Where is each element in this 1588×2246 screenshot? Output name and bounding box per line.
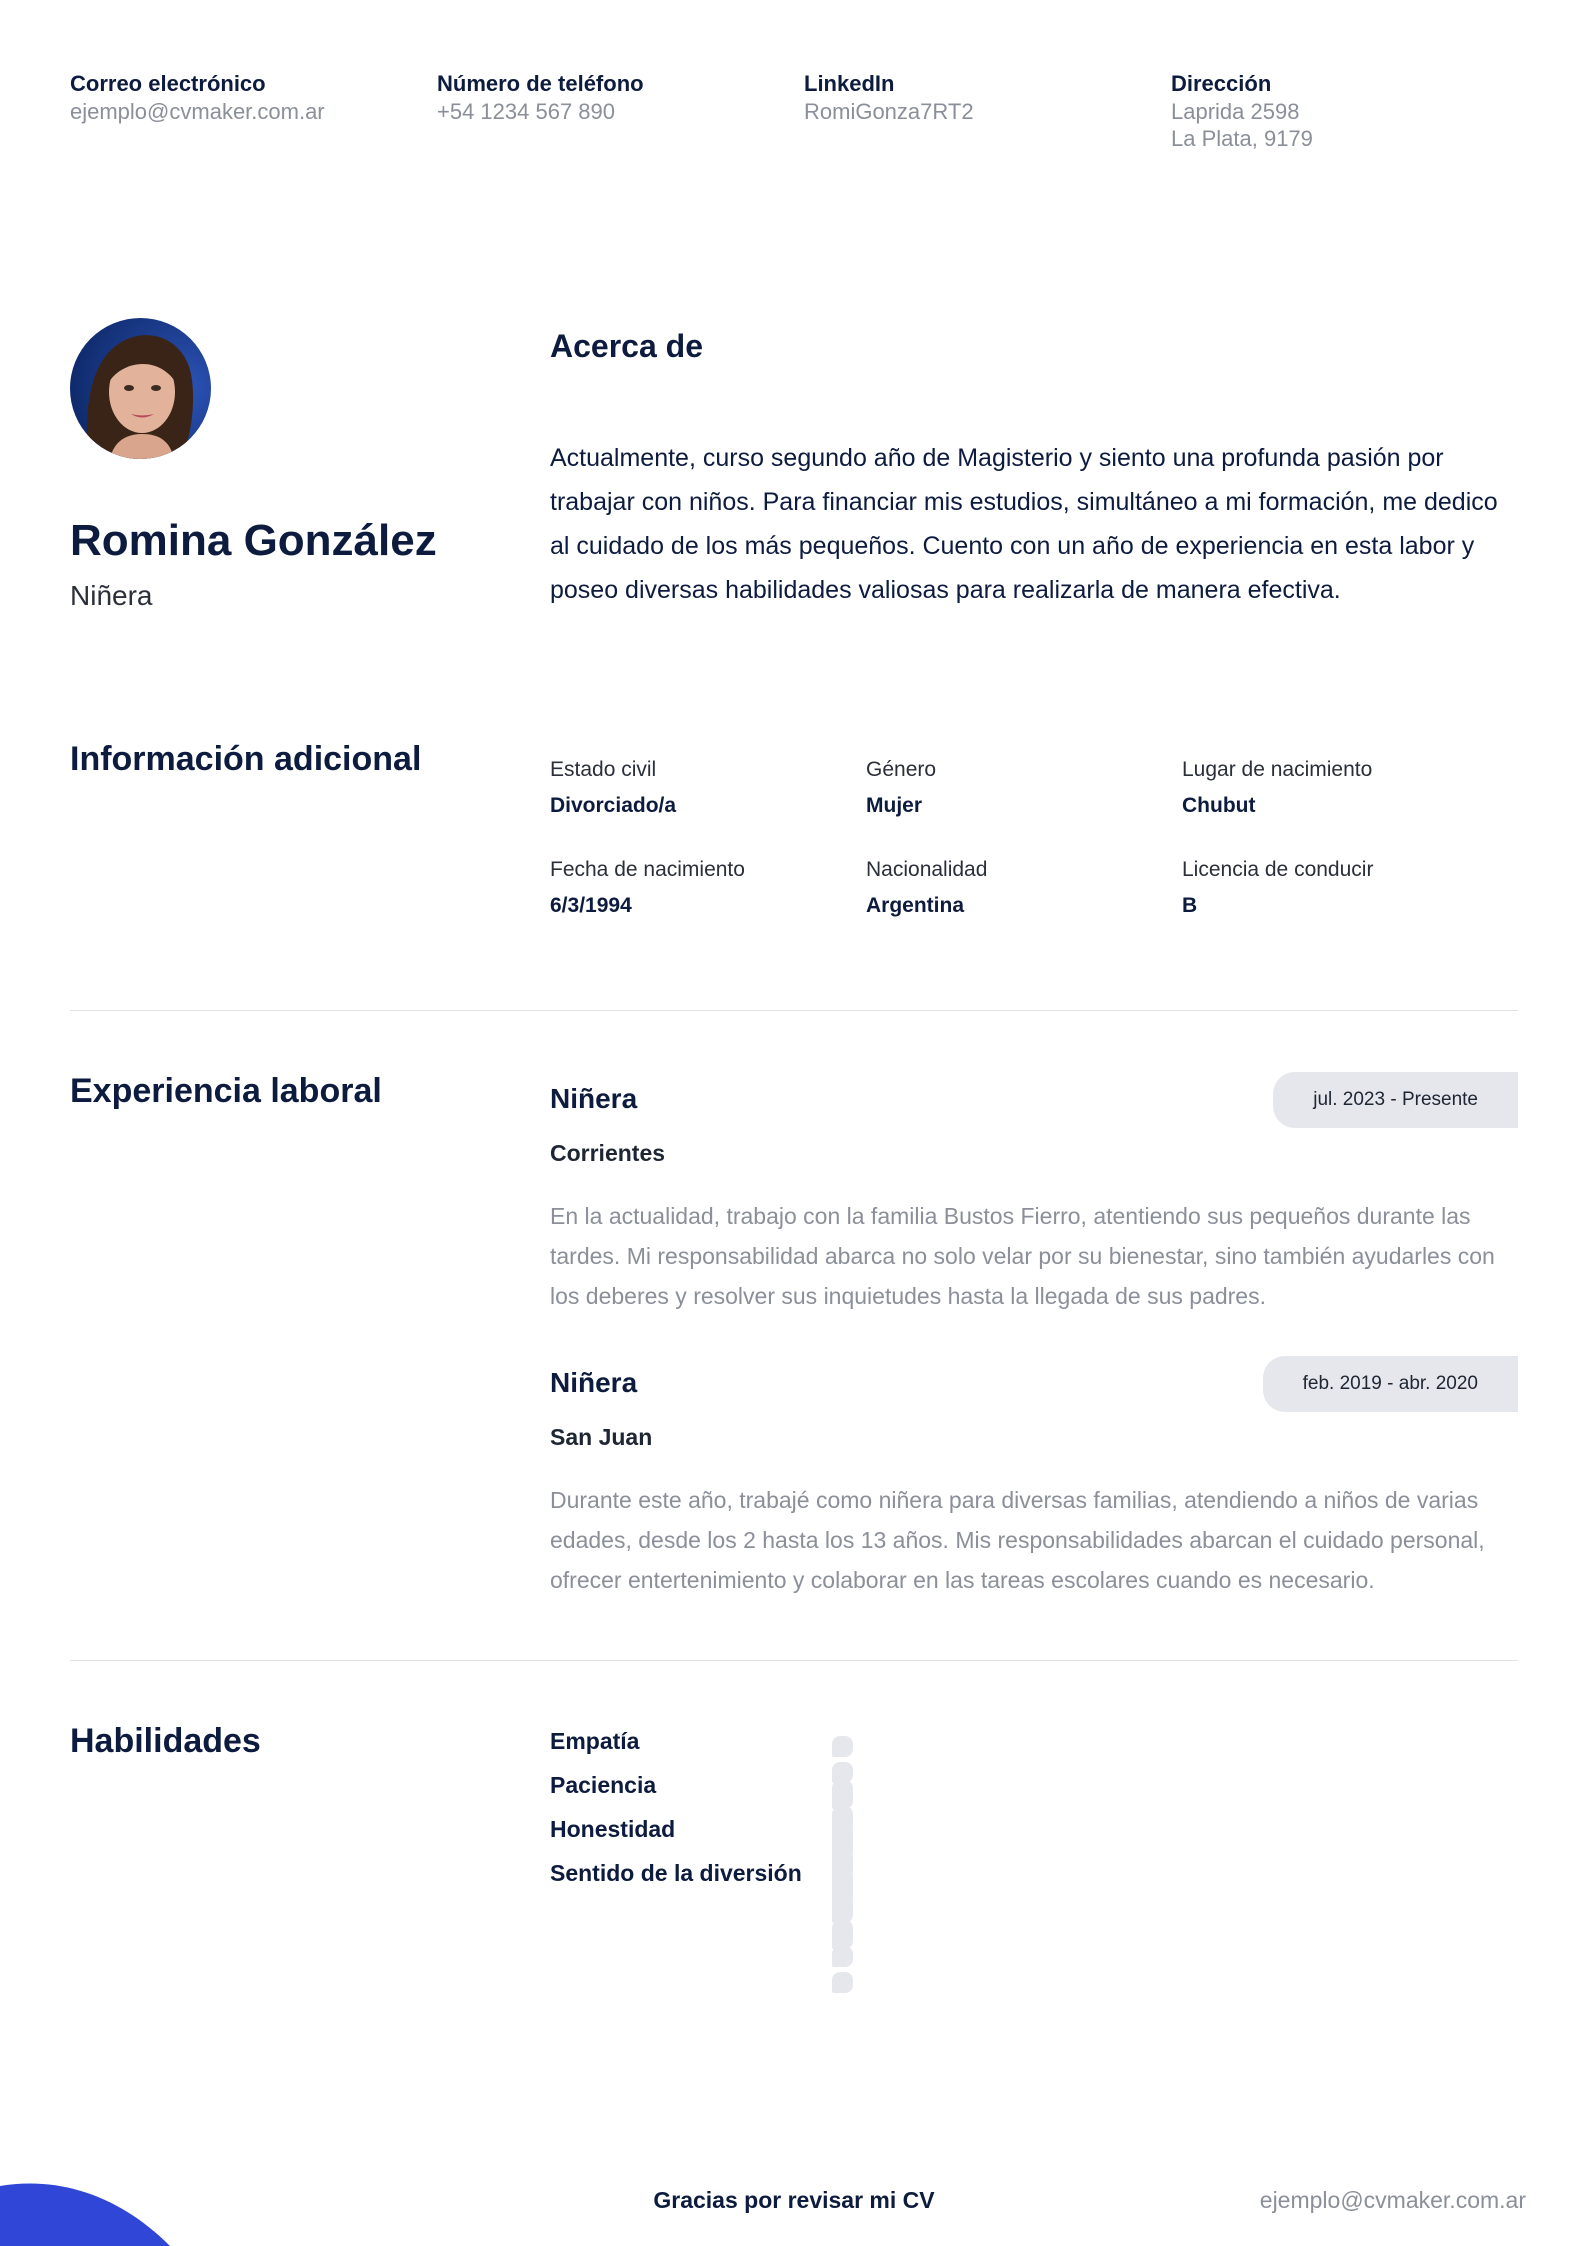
- info-value: Chubut: [1182, 794, 1256, 817]
- linkedin-value[interactable]: RomiGonza7RT2: [804, 99, 974, 124]
- skill-dot: [832, 1824, 853, 1845]
- skill-name: Empatía: [550, 1728, 640, 1754]
- info-label: Nacionalidad: [866, 858, 988, 881]
- skill-rating: [832, 1868, 864, 1998]
- experience-title: Experiencia laboral: [70, 1072, 382, 1110]
- about-title: Acerca de: [550, 328, 703, 364]
- skill-name: Honestidad: [550, 1816, 676, 1842]
- info-value: 6/3/1994: [550, 894, 632, 917]
- skill-name: Sentido de la diversión: [550, 1860, 802, 1886]
- contact-linkedin: [804, 70, 1144, 125]
- info-label: Lugar de nacimiento: [1182, 758, 1373, 781]
- info-gender: [866, 756, 1166, 820]
- job-title: Niñera: [550, 1367, 638, 1398]
- skill-dot: [832, 1736, 853, 1757]
- info-label: Fecha de nacimiento: [550, 858, 745, 881]
- email-label: Correo electrónico: [70, 71, 266, 96]
- info-value: Mujer: [866, 794, 923, 817]
- info-value: Argentina: [866, 894, 965, 917]
- job-description: En la actualidad, trabajo con la familia Bustos Fierro, atentiendo sus pequeños durante las tardes. Mi responsabilidad abarca no solo velar por su bienestar, sino también ayudarles con los deberes y resolver sus inquietudes hasta la llegada de sus padres.: [550, 1203, 1495, 1309]
- divider: [70, 1010, 1518, 1011]
- skill-dot: [832, 1920, 853, 1941]
- address-line2: La Plata, 9179: [1171, 126, 1313, 151]
- job-title: Niñera: [550, 1083, 638, 1114]
- address-label: Dirección: [1171, 71, 1272, 96]
- skill-dot: [832, 1868, 853, 1889]
- skill-dot: [832, 1946, 853, 1967]
- info-value: Divorciado/a: [550, 794, 677, 817]
- profile-role: Niñera: [70, 580, 153, 611]
- address-line1: Laprida 2598: [1171, 99, 1300, 124]
- job-description: Durante este año, trabajé como niñera para diversas familias, atendiendo a niños de varias edades, desde los 2 hasta los 13 años. Mis responsabilidades abarcan el cuidado personal, ofrecer entertenimiento y colaborar en las tareas escolares cuando es necesario.: [550, 1487, 1485, 1593]
- email-value[interactable]: ejemplo@cvmaker.com.ar: [70, 99, 325, 124]
- info-label: Licencia de conducir: [1182, 858, 1374, 881]
- job-date-badge: jul. 2023 - Presente: [1273, 1072, 1518, 1128]
- contact-address: [1171, 70, 1511, 152]
- avatar-photo: [70, 318, 211, 459]
- divider: [70, 1660, 1518, 1661]
- skill-dot: [832, 1780, 853, 1801]
- info-label: Estado civil: [550, 758, 657, 781]
- footer-thanks: Gracias por revisar mi CV: [653, 2187, 935, 2213]
- contact-email: [70, 70, 410, 125]
- info-label: Género: [866, 758, 937, 781]
- avatar: [70, 318, 211, 459]
- info-civil-status: [550, 756, 850, 820]
- info-value: B: [1182, 894, 1198, 917]
- phone-label: Número de teléfono: [437, 71, 644, 96]
- additional-info-title: Información adicional: [70, 740, 422, 778]
- skill-dot: [832, 1894, 853, 1915]
- job-location: San Juan: [550, 1424, 653, 1450]
- profile-name: Romina González: [70, 516, 437, 565]
- info-driving-license: [1182, 856, 1482, 920]
- skill-name: Paciencia: [550, 1772, 657, 1798]
- info-birthdate: [550, 856, 850, 920]
- job-location: Corrientes: [550, 1140, 666, 1166]
- linkedin-label: LinkedIn: [804, 71, 895, 96]
- phone-value[interactable]: +54 1234 567 890: [437, 99, 616, 124]
- skill-dot: [832, 1972, 853, 1993]
- contact-phone: [437, 70, 777, 125]
- job-date-badge: feb. 2019 - abr. 2020: [1263, 1356, 1518, 1412]
- skills-title: Habilidades: [70, 1722, 261, 1760]
- footer-email[interactable]: ejemplo@cvmaker.com.ar: [1259, 2187, 1526, 2213]
- info-birthplace: [1182, 756, 1482, 820]
- about-text: Actualmente, curso segundo año de Magisterio y siento una profunda pasión por trabajar con niños. Para financiar mis estudios, simultáneo a mi formación, me dedico al cuidado de los más pequeños. Cuento con un año de experiencia en esta labor y poseo diversas habilidades valiosas para realizarla de manera efectiva.: [550, 444, 1498, 604]
- info-nationality: [866, 856, 1166, 920]
